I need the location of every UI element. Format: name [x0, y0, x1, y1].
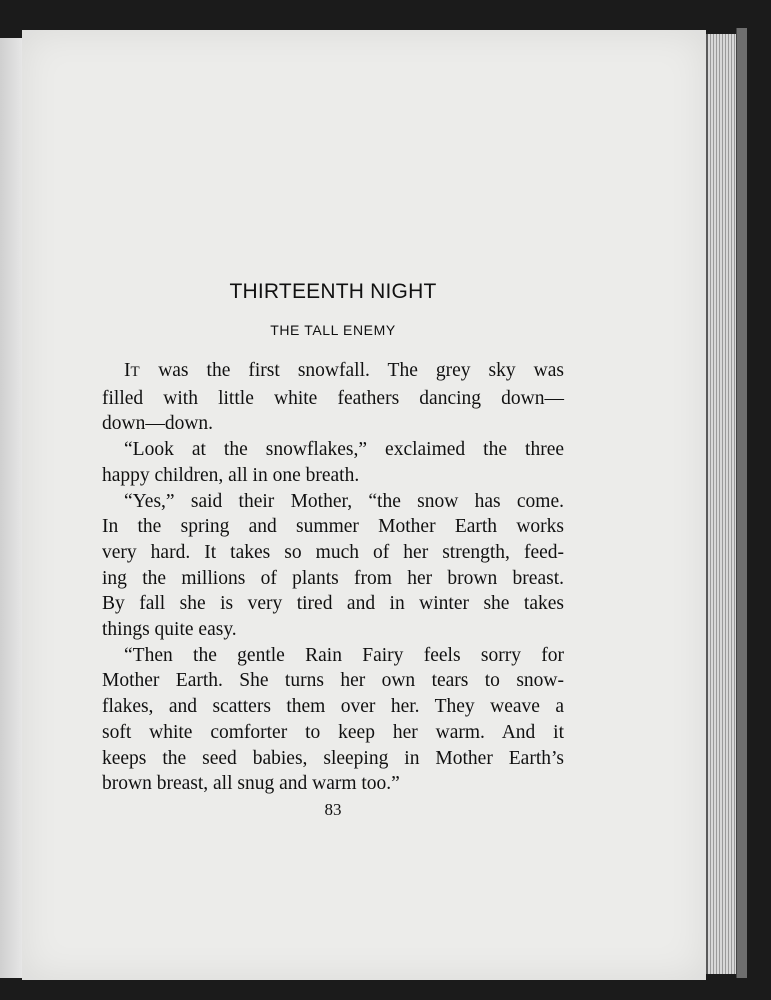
- text-line: keeps the seed babies, sleeping in Mother Earth’s: [102, 747, 564, 769]
- book-cover-edge: [736, 28, 747, 978]
- text-line: things quite easy.: [102, 619, 237, 641]
- text-line: flakes, and scatters them over her. They weave a: [102, 696, 564, 718]
- page-stack-edge: [706, 34, 738, 974]
- text-line: brown breast, all snug and warm too.”: [102, 773, 400, 795]
- text-line: down—down.: [102, 413, 214, 435]
- text-line: filled with little white feathers dancing down—: [102, 387, 564, 409]
- text-line: IT was the first snowfall. The grey sky was: [124, 360, 564, 381]
- text-line: very hard. It takes so much of her strength, feed-: [102, 541, 564, 563]
- text-line: ing the millions of plants from her brown breast.: [102, 567, 564, 589]
- text-line: “Then the gentle Rain Fairy feels sorry for: [124, 644, 564, 666]
- chapter-title: THIRTEENTH NIGHT: [229, 280, 437, 303]
- text-line: “Look at the snowflakes,” exclaimed the three: [124, 439, 564, 461]
- text-line: By fall she is very tired and in winter she takes: [102, 593, 564, 615]
- facing-page-edge: [0, 38, 23, 978]
- chapter-body: [102, 358, 564, 797]
- text-line: Mother Earth. She turns her own tears to snow-: [102, 670, 564, 692]
- page-number: 83: [324, 800, 342, 819]
- small-caps-letters: T: [130, 364, 141, 380]
- text-line: “Yes,” said their Mother, “the snow has come.: [124, 490, 564, 512]
- chapter-subtitle: THE TALL ENEMY: [270, 322, 396, 338]
- text-line: happy children, all in one breath.: [102, 464, 360, 486]
- text-line: In the spring and summer Mother Earth works: [102, 516, 564, 538]
- text-line: soft white comforter to keep her warm. And it: [102, 721, 564, 743]
- drop-letter: I: [124, 360, 131, 381]
